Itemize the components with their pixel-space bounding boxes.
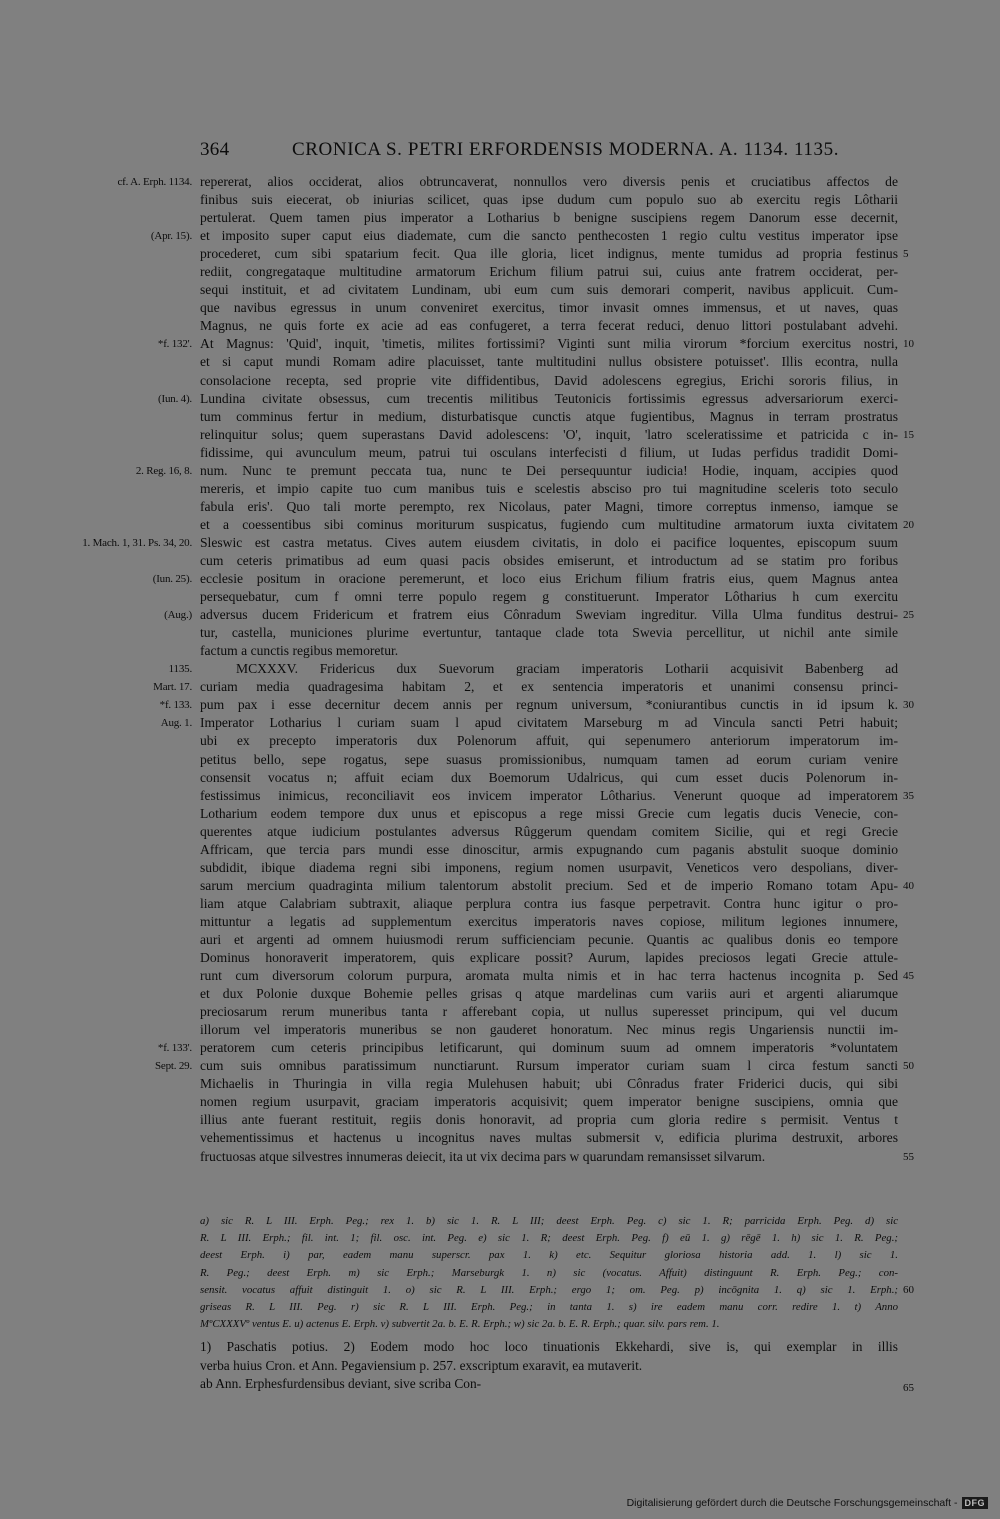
- text-line: [0, 552, 1000, 570]
- line-text: rediit, congregataque multitudine armatorum Erichum filium patrui sui, cuius ante fratrem occiderat, per-: [200, 264, 898, 280]
- line-text: consensit vocatus n; affuit eciam dux Boemorum Udalricus, qui cum esset ducis Polenorum in-: [200, 769, 898, 785]
- text-line: [0, 642, 1000, 660]
- text-line: [0, 985, 1000, 1003]
- margin-note: *f. 132'.: [157, 338, 192, 351]
- line-text: peratorem cum ceteris principibus letificarunt, qui dominum suum ad omnem imperatoris *voluntatem: [200, 1040, 898, 1056]
- line-number: 65: [903, 1382, 914, 1395]
- footnote-text: griseas R. L III. Peg. r) sic R. L III. Erph. Peg.; in tanta 1. s) ire eadem manu corr. redire 1. t) Anno: [200, 1300, 898, 1313]
- line-text: finibus suis eiecerat, ob iniurias scilicet, quas ipse dudum cum populo suo ab exercitu regis Lôtharii: [200, 192, 898, 208]
- text-line: [0, 191, 1000, 209]
- line-text: num. Nunc te premunt peccata tua, nunc te Dei persequuntur iudicia! Hodie, inquam, accipies quod: [200, 462, 898, 478]
- text-line: [0, 787, 1000, 805]
- text-line: [0, 769, 1000, 787]
- text-line: [0, 480, 1000, 498]
- note-line: [0, 1375, 1000, 1394]
- line-text: Dominus honoraverit imperatorem, quis explicare possit? Aurum, lapides preciosos legati Grecie attule-: [200, 950, 898, 966]
- text-line: [0, 931, 1000, 949]
- text-line: [0, 299, 1000, 317]
- line-text: vehementissimus et hactenus u incognitus naves multas submersit v, edificia plurima destruxit, arbores: [200, 1130, 898, 1146]
- line-text: liam atque Calabriam subtraxit, aliaque perplura contra ius fasque perpetravit. Contra hunc igitur o pro-: [200, 895, 898, 911]
- line-number: 50: [903, 1060, 914, 1073]
- line-text: repererat, alios occiderat, alios obtruncaverat, nonnullos vero diversis penis et cruciatibus affectos de: [200, 174, 898, 189]
- line-text: At Magnus: 'Quid', inquit, 'timetis, milites fortissimi? Viginti sunt milia virorum *forcium exercitus nostri,: [200, 336, 898, 352]
- line-text: Magnus, ne quis forte ex acie ad eas confugeret, a terra fecerat reduci, denuo littori postulabant advehi.: [200, 318, 898, 334]
- line-text: cum suis omnibus paratissimum nunctiarunt. Rursum imperator curiam suam l circa festum sancti: [200, 1058, 898, 1074]
- line-text: factum a cunctis regibus memoretur.: [200, 643, 399, 659]
- margin-note: (Apr. 15).: [150, 230, 192, 243]
- line-text: adversus ducem Fridericum et fratrem eius Cônradum Sweviam ingreditur. Villa Ulma funditus destrui-: [200, 607, 898, 623]
- footnote-text: a) sic R. L III. Erph. Peg.; rex 1. b) sic 1. R. L III; deest Erph. Peg. c) sic 1. R; parricida Erph. Peg. d) sic: [200, 1215, 898, 1227]
- text-line: [0, 1093, 1000, 1111]
- line-text: Lotharium eodem tempore dux unus et episcopus a rege missi Grecie cum legatis ducis Venecie, con-: [200, 805, 898, 821]
- margin-note: (Aug.): [164, 609, 192, 622]
- text-line: [0, 949, 1000, 967]
- text-line: [0, 245, 1000, 263]
- line-text: consolacione recepta, sed proprie vite diffidentibus, David adolescens egregius, Erichi sororis filius, in: [200, 372, 898, 388]
- note-line: [0, 1357, 1000, 1376]
- line-text: ecclesie positum in oracione peremerunt, et loco eius Erichum filium fratris eius, quem Magnus antea: [200, 571, 898, 587]
- line-number: 10: [903, 338, 914, 351]
- text-line: [0, 1003, 1000, 1021]
- line-text: pum pax i esse decernitur decem annis per regnum universum, *coniurantibus cunctis in id ipsum k.: [200, 697, 898, 713]
- text-line: [0, 696, 1000, 714]
- footnote-line: [0, 1282, 1000, 1299]
- line-text: petitus bello, sepe rogatus, sepe suasus promissionibus, numquam tamen ad eorum curiam venire: [200, 751, 898, 767]
- footnote-line: [0, 1247, 1000, 1264]
- line-text: fidissime, qui avunculum meum, patrui tui osculans interfecisti d filium, ut Iudas perfidus tradidit Domi-: [200, 444, 898, 460]
- text-line: [0, 498, 1000, 516]
- text-line: [0, 1021, 1000, 1039]
- margin-note: *f. 133'.: [157, 1042, 192, 1055]
- margin-note: *f. 133.: [159, 699, 192, 712]
- text-line: [0, 263, 1000, 281]
- line-text: cum ceteris primatibus ad eum quasi pacis obsides emiserunt, et introductum ad se statim pro foribus: [200, 552, 898, 568]
- line-text: et dux Polonie duxque Bohemie pelles grisas q atque mardelinas cum variis auri et argenti aliarumque: [200, 986, 898, 1002]
- line-text: tur, castella, municiones plurime evertuntur, tantaque clade tota Swevia percellitur, ut nichil ante simile: [200, 625, 898, 641]
- footnote-line: [0, 1299, 1000, 1316]
- text-line: [0, 841, 1000, 859]
- text-line: [0, 209, 1000, 227]
- text-line: [0, 227, 1000, 245]
- line-number: 5: [903, 248, 909, 261]
- digitization-credit: [627, 1497, 988, 1509]
- line-text: preciosarum rerum muneribus tanta r afferebant copia, ut nullus superesset principum, qui vel ducum: [200, 1004, 898, 1020]
- line-text: et a coessentibus sibi cominus moriturum suspicatus, fugiendo cum multitudine armatorum iuxta civitatem: [200, 516, 898, 532]
- text-line: [0, 173, 1000, 191]
- text-line: [0, 660, 1000, 678]
- running-title: CRONICA S. PETRI ERFORDENSIS MODERNA. A. 1134. 1135.: [292, 139, 840, 160]
- text-line: [0, 408, 1000, 426]
- footnote-text: R. Peg.; deest Erph. m) sic Erph.; Marseburgk 1. n) sic (vocatus. Affuit) distinguunt R. Erph. Peg.; con-: [200, 1266, 898, 1279]
- line-text: curiam media quadragesima habitam 2, et ex sentencia imperatoris et unanimi consensu princi-: [200, 679, 898, 695]
- text-line: [0, 1075, 1000, 1093]
- line-text: fabula eris'. Quo tali morte perempto, rex Nicolaus, pater Magni, timore correptus inmenso, iamque se: [200, 498, 898, 514]
- apparatus-footnotes: [0, 1213, 1000, 1333]
- line-number: 20: [903, 518, 914, 531]
- line-number: 45: [903, 970, 914, 983]
- footnote-text: deest Erph. i) par, eadem manu superscr. pax 1. k) etc. Sequitur gloriosa historia add. 1. l) sic 1.: [200, 1249, 898, 1262]
- credit-text: Digitalisierung gefördert durch die Deutsche Forschungsgemeinschaft -: [626, 1497, 958, 1509]
- line-text: tum comminus fertur in medium, disturbatisque cunctis atque fugientibus, Magnus in terram prostratus: [200, 408, 898, 424]
- line-text: pertulerat. Quem tamen pius imperator a Lotharius b benigne suscipiens regem Danorum esse decernit,: [200, 210, 898, 226]
- text-line: [0, 570, 1000, 588]
- footnote-text: R. L III. Erph.; fil. int. 1; fil. osc. int. Peg. e) sic 1. R; deest Erph. Peg. f) eū 1. g) rēgē 1. h) sic 1. R. Peg.;: [200, 1232, 898, 1245]
- line-text: que navibus egressus in unum conveniret exercitus, timor invasit omnes immensus, et ut naves, quas: [200, 300, 898, 316]
- line-text: et imposito super caput eius diademate, cum die sancto penthecosten 1 regio cultu vestitus imperator ipse: [200, 228, 898, 244]
- line-text: Imperator Lotharius l curiam suam l apud civitatem Marseburg m ad Vincula sancti Petri habuit;: [200, 715, 898, 731]
- text-line: [0, 317, 1000, 335]
- commentary-notes: [0, 1338, 1000, 1394]
- footnote-text: sensit. vocatus affuit distinguit 1. o) sic R. L III. Erph.; ergo 1; om. Peg. p) incōgnita 1. q) sic 1. Erph.;: [200, 1283, 898, 1296]
- line-number: 35: [903, 789, 914, 802]
- text-line: [0, 751, 1000, 769]
- text-line: [0, 444, 1000, 462]
- line-text: relinquitur solus; quem superastans David adolescens: 'O', inquit, 'latro sceleratissime et patricida c in-: [200, 426, 898, 442]
- margin-note: (Iun. 4).: [158, 392, 192, 405]
- line-text: sequi instituit, et ad civitatem Lundinam, ubi eum cum suis demorari comperit, navibus applicuit. Cum-: [200, 282, 898, 298]
- line-text: fructuosas atque silvestres innumeras deiecit, ita ut vix decima pars w quarundam remansisset silvarum.: [200, 1148, 766, 1164]
- text-line: [0, 335, 1000, 353]
- main-text: [0, 173, 1000, 1166]
- text-line: [0, 1148, 1000, 1166]
- footnote-line: [0, 1230, 1000, 1247]
- line-text: mittuntur a legatis ad supplementum exercitus imperatoris naves copiose, militum legiones innumere,: [200, 913, 898, 929]
- line-text: subdidit, ibique diadema regni sibi imponens, regium nomen usurpavit, Veneticos vero despolians, diver-: [200, 859, 898, 875]
- text-line: [0, 281, 1000, 299]
- margin-note: (Iun. 25).: [152, 573, 192, 586]
- line-text: mereris, et impio capite tuo cum manibus tuis e scelestis absciso pro tui magnitudine sceleris toto seculo: [200, 480, 898, 496]
- line-number: 60: [903, 1283, 914, 1296]
- footnote-text: MºCXXXVº ventus E. u) actenus E. Erph. v) subvertit 2a. b. E. R. Erph.; w) sic 2a. b. E. R. Erph.; quar. silv. pars rem. 1.: [200, 1318, 720, 1331]
- line-text: persequebatur, cum f omni terre populo regem g constituerunt. Imperator Lôtharius h cum exercitu: [200, 589, 898, 605]
- line-text: auri et argenti ad omnem huiusmodi rerum sufficienciam pecunie. Quantis ac qualibus donis eo tempore: [200, 931, 898, 947]
- text-line: [0, 1129, 1000, 1147]
- line-number: 55: [903, 1150, 914, 1163]
- text-line: [0, 877, 1000, 895]
- footnote-line: [0, 1316, 1000, 1333]
- text-line: [0, 516, 1000, 534]
- margin-note: 2. Reg. 16, 8.: [135, 464, 192, 477]
- line-text: sarum mercium quadraginta milium talentorum abstolit precium. Sed et de imperio Romano totam Apu-: [200, 877, 898, 893]
- note-line: [0, 1338, 1000, 1357]
- text-line: [0, 624, 1000, 642]
- text-line: [0, 732, 1000, 750]
- text-line: [0, 714, 1000, 732]
- text-line: [0, 462, 1000, 480]
- line-number: 30: [903, 699, 914, 712]
- text-line: [0, 913, 1000, 931]
- text-line: [0, 426, 1000, 444]
- line-text: querentes atque iudicium postulantes adversus Rûggerum quendam comitem Sicilie, qui et regi Grecie: [200, 823, 898, 839]
- line-text: Affricam, que tercia pars mundi esse dinoscitur, armis expugnando cum paganis abstulit suoque dominio: [200, 841, 898, 857]
- margin-note: Sept. 29.: [154, 1060, 192, 1073]
- footnote-line: [0, 1213, 1000, 1230]
- line-text: Michaelis in Thuringia in villa regia Mulehusen habuit; ubi Cônradus frater Friderici ducis, qui sibi: [200, 1076, 898, 1092]
- text-line: [0, 895, 1000, 913]
- line-text: illorum vel imperatoris muneribus se non gauderet honoratum. Nec minus regis Ungariensis nunctii im-: [200, 1022, 898, 1038]
- line-text: Lundina civitate obsessus, cum trecentis militibus Teutonicis fortissimis egressus adversariorum exerci-: [200, 390, 898, 406]
- note-text: verba huius Cron. et Ann. Pegaviensium p. 257. exscriptum exaravit, ea mutaverit.: [200, 1357, 643, 1373]
- line-text: runt cum diversorum colorum purpura, aromata multa nimis et in hac terra hactenus incognita p. Sed: [200, 968, 898, 984]
- text-line: [0, 534, 1000, 552]
- text-line: [0, 1057, 1000, 1075]
- text-line: [0, 372, 1000, 390]
- text-line: [0, 678, 1000, 696]
- line-text: illius ante fuerant restituit, regiis donis honoravit, ad propria cum gloria redire s permisit. Ventus t: [200, 1112, 898, 1128]
- line-text: ubi ex precepto imperatoris dux Polenorum affuit, qui sepenumero anteriorum imperatorum im-: [200, 733, 898, 749]
- line-text: MCXXXV. Fridericus dux Suevorum graciam imperatoris Lotharii acquisivit Babenberg ad: [236, 661, 898, 677]
- margin-note: cf. A. Erph. 1134.: [117, 176, 192, 188]
- text-line: [0, 805, 1000, 823]
- dfg-logo: DFG: [962, 1497, 989, 1509]
- text-line: [0, 588, 1000, 606]
- text-line: [0, 390, 1000, 408]
- text-line: [0, 823, 1000, 841]
- text-line: [0, 353, 1000, 371]
- margin-note: 1135.: [168, 663, 192, 676]
- line-text: et si caput mundi Romam adire placuisset, tante multitudini nullus obsistere potuisset'. Illis econtra, nulla: [200, 354, 898, 370]
- line-text: nomen regium usurpavit, graciam imperatoris acquisivit; quem imperator benigne suscipiens, omnia que: [200, 1094, 898, 1110]
- text-line: [0, 606, 1000, 624]
- page-number: 364: [200, 139, 230, 160]
- text-line: [0, 967, 1000, 985]
- text-line: [0, 1111, 1000, 1129]
- text-line: [0, 859, 1000, 877]
- margin-note: 1. Mach. 1, 31. Ps. 34, 20.: [82, 536, 192, 549]
- text-line: [0, 1039, 1000, 1057]
- note-text: ab Ann. Erphesfurdensibus deviant, sive scriba Con-: [200, 1376, 482, 1392]
- line-text: festissimus inimicus, reconciliavit eos invicem imperator Lôtharius. Venerunt quoque ad imperatorem: [200, 787, 898, 803]
- margin-note: Mart. 17.: [153, 681, 192, 694]
- margin-note: Aug. 1.: [160, 717, 192, 730]
- line-text: procederet, cum sibi spatarium fecit. Qua ille gloria, licet indignus, mente tumidus ad propria festinus: [200, 246, 898, 262]
- line-text: Sleswic est castra metatus. Cives autem eiusdem civitatis, in dolo ei pacifice loquentes, episcopum suum: [200, 534, 898, 550]
- line-number: 25: [903, 609, 914, 622]
- line-number: 40: [903, 879, 914, 892]
- note-text: 1) Paschatis potius. 2) Eodem modo hoc loco tinuationis Ekkehardi, sive is, qui exemplar in illis: [200, 1339, 898, 1354]
- footnote-line: [0, 1265, 1000, 1282]
- line-number: 15: [903, 428, 914, 441]
